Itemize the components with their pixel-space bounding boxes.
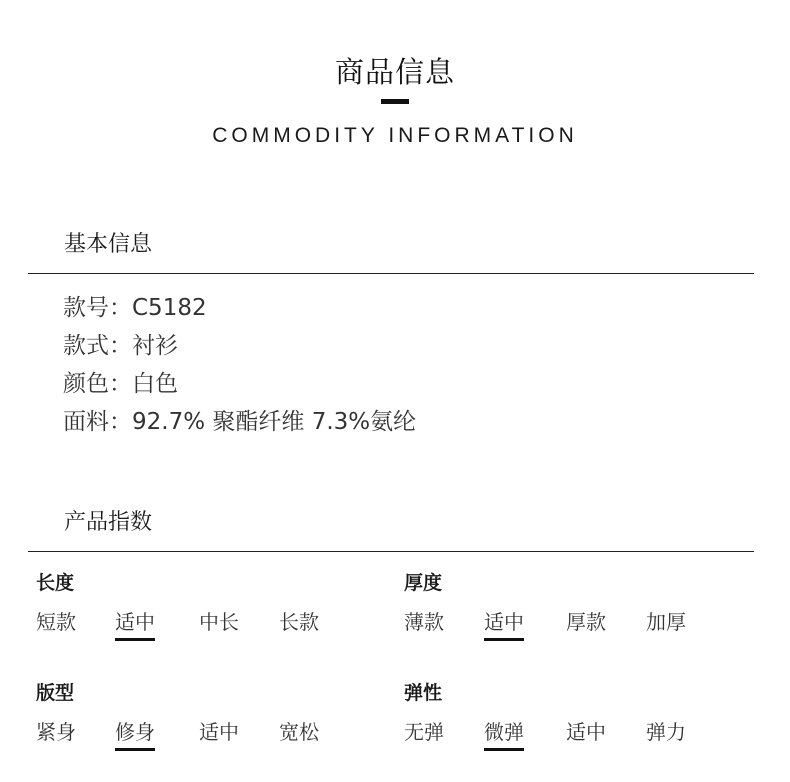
section-divider bbox=[28, 551, 754, 552]
option-elasticity-stretch: 弹力 bbox=[646, 720, 686, 744]
option-length-medium-selected: 适中 bbox=[115, 608, 155, 641]
option-elasticity-slight-selected: 微弹 bbox=[484, 718, 524, 751]
option-thickness-thin: 薄款 bbox=[404, 610, 444, 634]
index-label-thickness: 厚度 bbox=[404, 572, 443, 594]
section-divider bbox=[28, 273, 754, 274]
option-thickness-thick: 厚款 bbox=[566, 610, 606, 634]
option-fit-slim-selected: 修身 bbox=[115, 718, 155, 751]
option-elasticity-none: 无弹 bbox=[404, 720, 444, 744]
info-color: 颜色：白色 bbox=[63, 371, 178, 397]
option-thickness-extra-thick: 加厚 bbox=[646, 610, 686, 634]
option-length-mid-long: 中长 bbox=[199, 610, 239, 634]
option-thickness-medium-selected: 适中 bbox=[484, 608, 524, 641]
title-underline bbox=[381, 99, 409, 104]
page-title: 商品信息 bbox=[334, 55, 455, 89]
page-subtitle: COMMODITY INFORMATION bbox=[212, 124, 578, 147]
option-fit-regular: 适中 bbox=[199, 720, 239, 744]
index-label-length: 长度 bbox=[36, 572, 75, 594]
index-label-fit: 版型 bbox=[36, 682, 75, 704]
info-style-number: 款号：C5182 bbox=[63, 295, 207, 321]
info-style-type: 款式：衬衫 bbox=[63, 333, 178, 359]
option-elasticity-medium: 适中 bbox=[566, 720, 606, 744]
info-fabric: 面料：92.7% 聚酯纤维 7.3%氨纶 bbox=[63, 409, 417, 435]
section-heading-basic-info: 基本信息 bbox=[64, 232, 153, 257]
option-fit-tight: 紧身 bbox=[36, 720, 76, 744]
option-length-long: 长款 bbox=[279, 610, 319, 634]
option-fit-loose: 宽松 bbox=[279, 720, 319, 744]
index-label-elasticity: 弹性 bbox=[404, 682, 443, 704]
option-length-short: 短款 bbox=[36, 610, 76, 634]
section-heading-product-index: 产品指数 bbox=[64, 510, 153, 535]
